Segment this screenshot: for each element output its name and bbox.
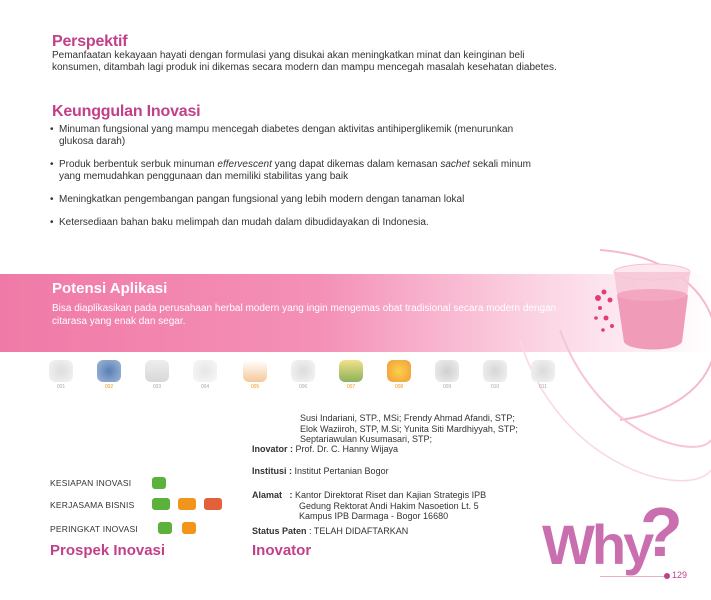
status-paten-row: Status Paten : TELAH DIDAFTARKAN xyxy=(252,526,409,536)
inovator-heading: Inovator xyxy=(252,542,312,559)
icon-011: 011 xyxy=(530,360,556,390)
icon-008: 008 xyxy=(386,360,412,390)
icon-007: 007 xyxy=(338,360,364,390)
handshake-icon xyxy=(152,498,170,510)
kerjasama-label: KERJASAMA BISNIS xyxy=(50,500,135,510)
handshake-icon xyxy=(178,498,196,510)
list-item: • Meningkatkan pengembangan pangan fungsional yang lebih modern dengan tanaman lokal xyxy=(50,194,465,205)
page-number: 129 xyxy=(672,570,688,580)
icon-003: 003 xyxy=(144,360,170,390)
handshake-icon xyxy=(204,498,222,510)
peringkat-label: PERINGKAT INOVASI xyxy=(50,524,138,534)
icon-001: 001 xyxy=(48,360,74,390)
keunggulan-list xyxy=(50,124,550,240)
page-number-dot xyxy=(664,573,670,579)
institusi-row: Institusi : Institut Pertanian Bogor xyxy=(252,466,389,476)
icon-002: 002 xyxy=(96,360,122,390)
potensi-heading: Potensi Aplikasi xyxy=(52,280,168,297)
thumbs-up-icon xyxy=(182,522,196,534)
perspektif-heading: Perspektif xyxy=(52,33,128,50)
alamat-row: Alamat : Kantor Direktorat Riset dan Kajian Strategis IPB xyxy=(252,490,487,500)
icon-004: 004 xyxy=(192,360,218,390)
page-number-line xyxy=(600,576,668,577)
icon-006: 006 xyxy=(290,360,316,390)
icon-005: 005 xyxy=(242,360,268,390)
potensi-text: Bisa diaplikasikan pada perusahaan herbal modern yang ingin mengemas obat tradisional secara modern dengan citarasa yang enak dan segar. xyxy=(52,303,557,327)
prospek-heading: Prospek Inovasi xyxy=(50,542,166,559)
list-item: • Minuman fungsional yang mampu mencegah diabetes dengan aktivitas antihiperglikemik (menurunkan glukosa darah) xyxy=(50,124,514,147)
icon-010: 010 xyxy=(482,360,508,390)
list-item: • Ketersediaan bahan baku melimpah dan mudah dalam dibudidayakan di Indonesia. xyxy=(50,217,429,228)
inventor-names: Susi Indariani, STP., MSi; Frendy Ahmad Afandi, STP; Elok Waziiroh, STP, M.Si; Yunita Siti Mardhiyyah, STP; Septariawulan Kusumasari, STP; xyxy=(300,413,518,444)
icon-009: 009 xyxy=(434,360,460,390)
keunggulan-heading: Keunggulan Inovasi xyxy=(52,103,201,120)
kesiapan-label: KESIAPAN INOVASI xyxy=(50,478,132,488)
perspektif-text: Pemanfaatan kekayaan hayati dengan formulasi yang disukai akan meningkatkan minat dan keinginan beli konsumen, ditambah lagi produk ini dikemas secara modern dan mampu mencegah masalah kesehatan diabetes. xyxy=(52,50,557,73)
thumbs-up-icon xyxy=(158,522,172,534)
category-icons xyxy=(48,360,548,396)
inovator-row: Inovator : Prof. Dr. C. Hanny Wijaya xyxy=(252,444,399,454)
alamat-line-2: Gedung Rektorat Andi Hakim Nasoetion Lt. 5 xyxy=(299,500,479,511)
alamat-line-3: Kampus IPB Darmaga - Bogor 16680 xyxy=(299,511,449,521)
list-item: • Produk berbentuk serbuk minuman effervescent yang dapat dikemas dalam kemasan sachet sekali minum yang memudahkan penggunaan dan memiliki stabilitas yang baik xyxy=(50,159,531,182)
kesiapan-rating-icon xyxy=(152,477,166,489)
